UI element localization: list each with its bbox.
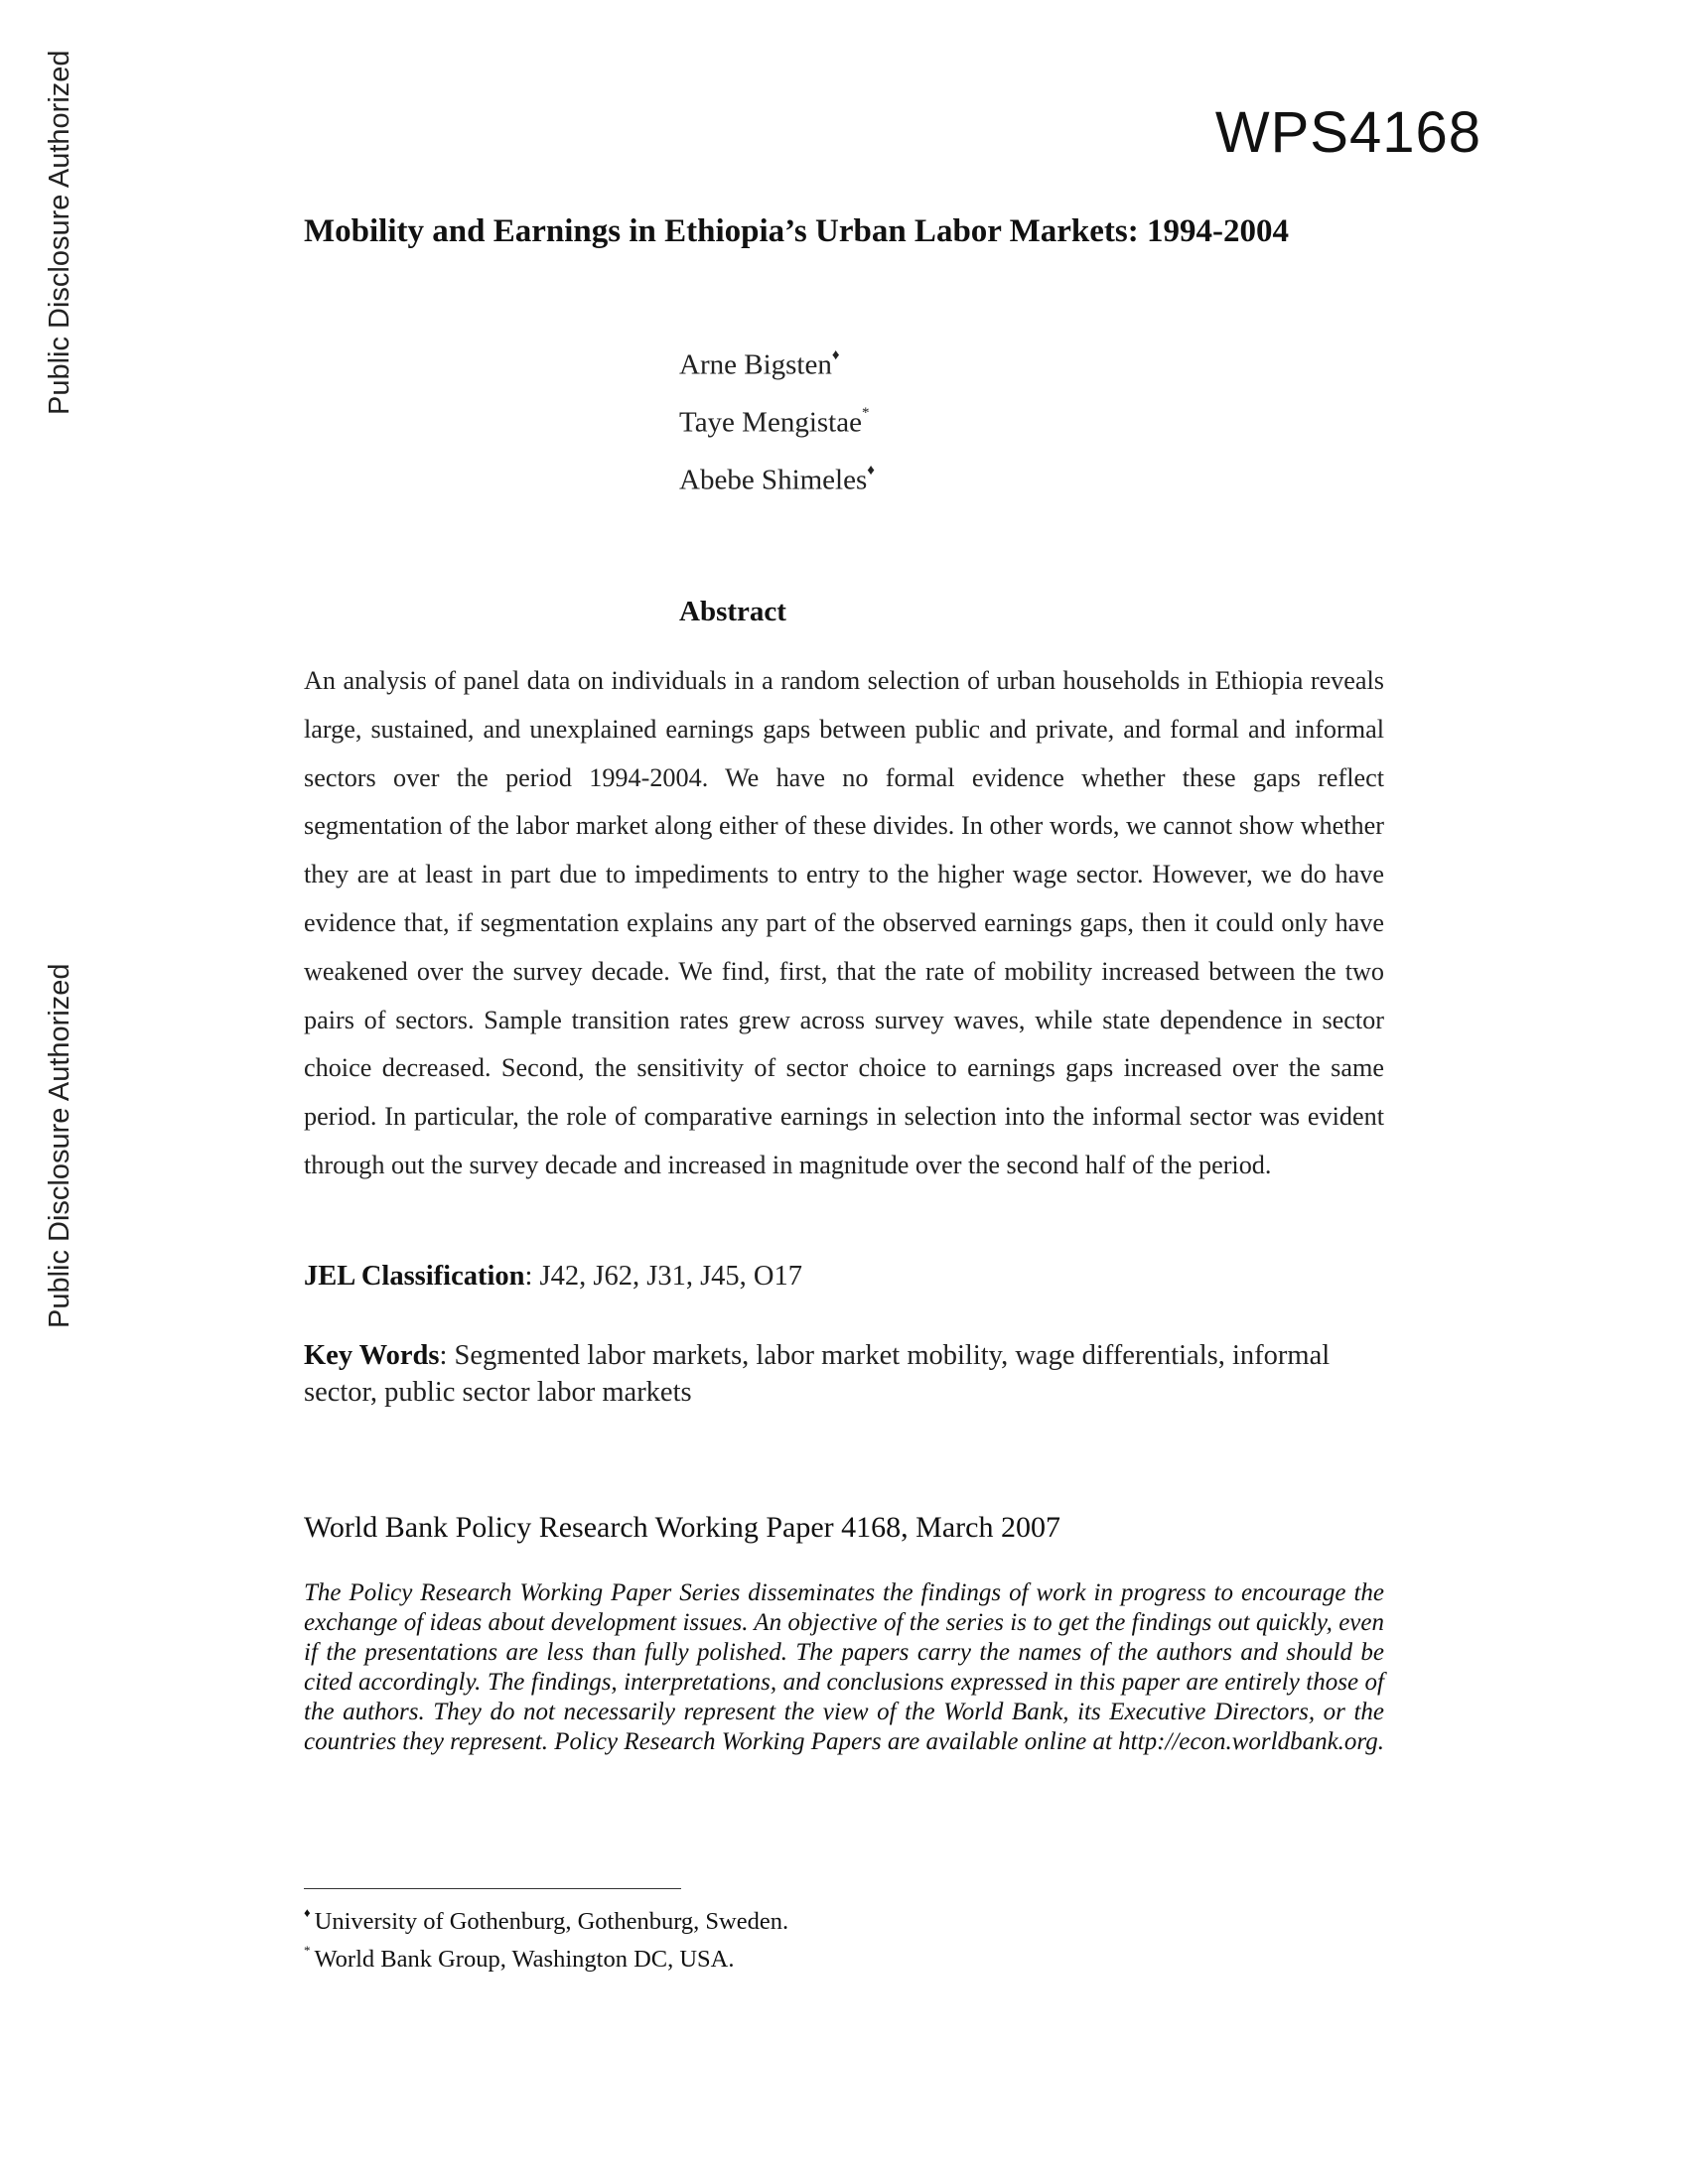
footnote-divider [304, 1888, 681, 1889]
key-words [304, 1337, 1336, 1411]
jel-classification [304, 1261, 1396, 1293]
footnote [304, 1938, 788, 1976]
abstract-heading: Abstract [679, 596, 786, 627]
author-list [679, 340, 875, 512]
footnote-mark: * [304, 1943, 311, 1959]
footnote-text: World Bank Group, Washington DC, USA. [314, 1946, 735, 1974]
affiliation-mark: * [861, 405, 870, 421]
affiliation-mark: ♦ [831, 347, 840, 363]
footnote-mark: ♦ [304, 1905, 311, 1920]
author [679, 455, 875, 512]
disclosure-stamp-bottom: Public Disclosure Authorized [44, 963, 75, 1328]
author-name: Arne Bigsten [679, 348, 832, 381]
author-name: Abebe Shimeles [679, 464, 868, 496]
footnote [304, 1900, 788, 1938]
author [679, 397, 875, 455]
footnotes [304, 1900, 788, 1976]
author [679, 340, 875, 397]
series-line: World Bank Policy Research Working Paper 4168, March 2007 [304, 1511, 1060, 1544]
jel-codes: : J42, J62, J31, J45, O17 [524, 1261, 802, 1292]
jel-label: JEL Classification [304, 1261, 525, 1292]
report-number: WPS4168 [1214, 100, 1481, 165]
abstract-body: An analysis of panel data on individuals in a random selection of urban households in Ethiopia reveals large, sustained, and unexplained earnings gaps between public and private, and formal and informal sectors over the period 1994-2004. We have no formal evidence whether these gaps reflect segmentation of the labor market along either of these divides. In other words, we cannot show whether they are at least in part due to impediments to entry to the higher wage sector. However, we do have evidence that, if segmentation explains any part of the observed earnings gaps, then it could only have weakened over the survey decade. We find, first, that the rate of mobility increased between the two pairs of sectors. Sample transition rates grew across survey waves, while state dependence in sector choice decreased. Second, the sensitivity of sector choice to earnings gaps increased over the same period. In particular, the role of comparative earnings in selection into the informal sector was evident through out the survey decade and increased in magnitude over the second half of the period. [304, 666, 1384, 1179]
author-name: Taye Mengistae [679, 406, 862, 439]
series-disclaimer: The Policy Research Working Paper Series disseminates the findings of work in progress to encourage the exchange of ideas about development issues. An objective of the series is to get the findings out quickly, even if the presentations are less than fully polished. The papers carry the names of the authors and should be cited accordingly. The findings, interpretations, and conclusions expressed in this paper are entirely those of the authors. They do not necessarily represent the view of the World Bank, its Executive Directors, or the countries they represent. Policy Research Working Papers are available online at http://econ.worldbank.org. [304, 1579, 1384, 1755]
footnote-text: University of Gothenburg, Gothenburg, Sweden. [314, 1908, 789, 1936]
affiliation-mark: ♦ [867, 463, 875, 478]
disclosure-stamp-top: Public Disclosure Authorized [44, 50, 75, 415]
keywords-label: Key Words [304, 1340, 440, 1371]
keywords-list: : Segmented labor markets, labor market mobility, wage differentials, informal sector, public sector labor markets [304, 1340, 1331, 1408]
paper-title: Mobility and Earnings in Ethiopia’s Urban Labor Markets: 1994-2004 [304, 213, 1289, 249]
